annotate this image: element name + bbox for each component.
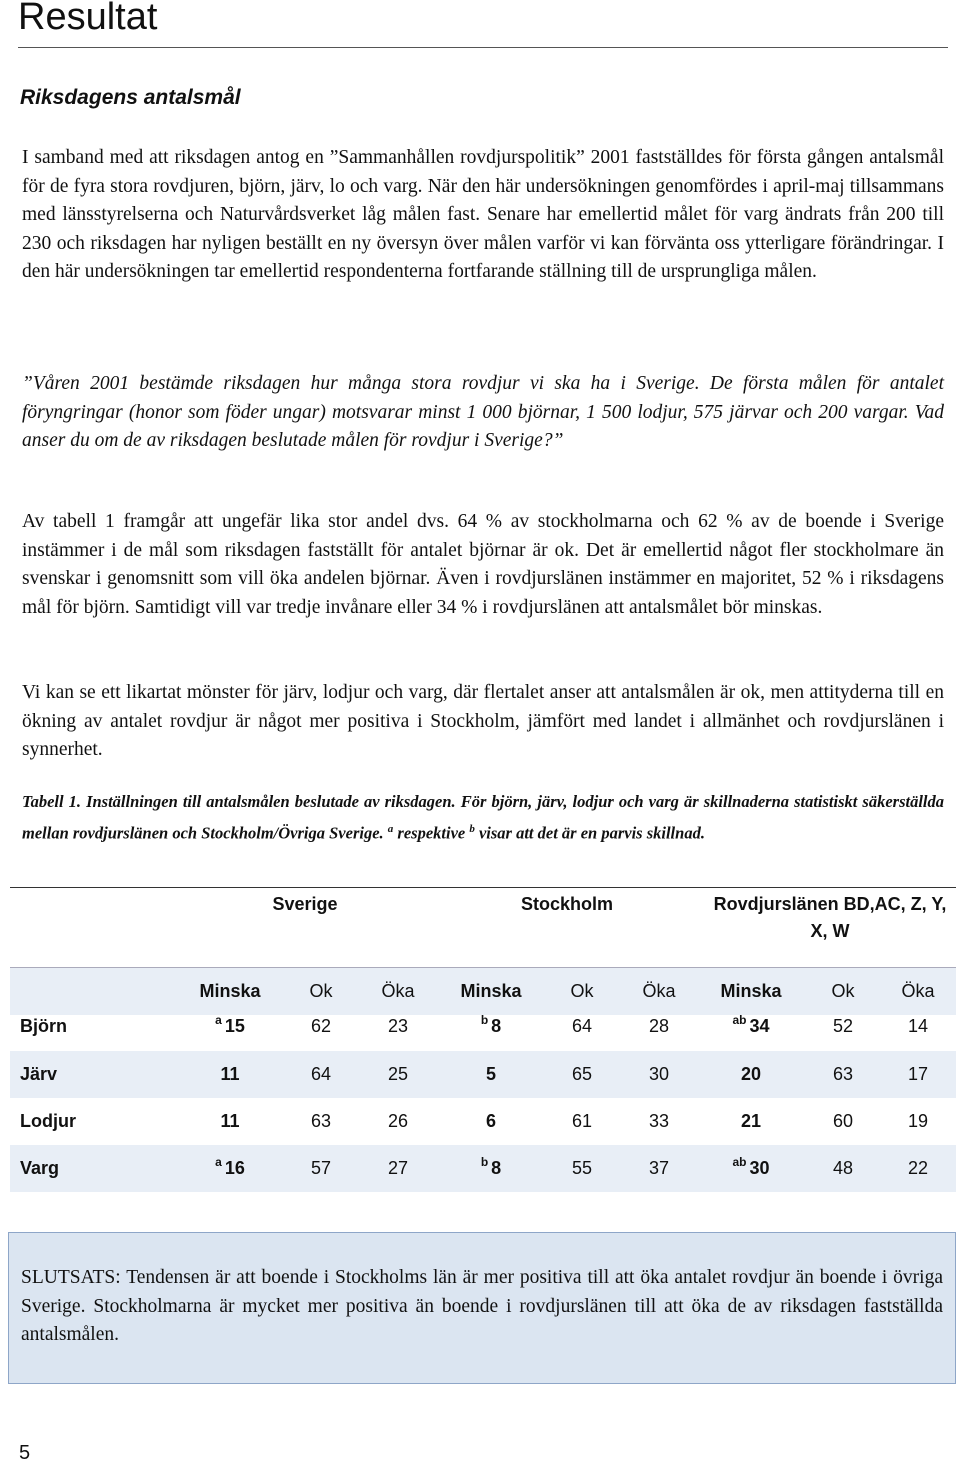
heading-divider bbox=[18, 47, 948, 48]
conclusion-text: SLUTSATS: Tendensen är att boende i Stockholms län är mer positiva till att öka antalet rovdjur än boende i övriga Sverige. Stockholmarna är mycket mer positiva än boende i rovdjurslänen till att öka de av riksdagen fastställda antalsmålen. bbox=[21, 1267, 943, 1345]
cell-value: 25 bbox=[387, 1064, 409, 1084]
cell-value: 62 bbox=[310, 1016, 332, 1036]
table-cell bbox=[711, 1145, 791, 1192]
row-label: Varg bbox=[20, 1158, 60, 1178]
cell-value: 11 bbox=[220, 1111, 240, 1131]
table-cell bbox=[451, 1051, 531, 1098]
significance-marker: a bbox=[215, 1013, 222, 1027]
table-caption bbox=[22, 788, 944, 847]
significance-marker: b bbox=[480, 1013, 489, 1027]
table-cell bbox=[878, 1003, 958, 1050]
table-cell bbox=[281, 1098, 361, 1145]
table-cell bbox=[803, 1051, 883, 1098]
subheader-cell: Ok bbox=[309, 981, 333, 1001]
section-subheading: Riksdagens antalsmål bbox=[20, 86, 241, 109]
cell-value: 57 bbox=[310, 1158, 332, 1178]
subheader-cell: Minska bbox=[460, 981, 522, 1001]
cell-value: 63 bbox=[832, 1064, 854, 1084]
table-cell bbox=[619, 1098, 699, 1145]
cell-value: 22 bbox=[907, 1158, 929, 1178]
cell-value: 21 bbox=[740, 1111, 762, 1131]
cell-value: 63 bbox=[310, 1111, 332, 1131]
cell-value: 48 bbox=[832, 1158, 854, 1178]
page-heading: Resultat bbox=[18, 0, 158, 38]
cell-value: 37 bbox=[648, 1158, 670, 1178]
cell-value: 27 bbox=[387, 1158, 409, 1178]
cell-value: 28 bbox=[648, 1016, 670, 1036]
paragraph-survey-question: ”Våren 2001 bestämde riksdagen hur många stora rovdjur vi ska ha i Sverige. De första målen för antalet föryngringar (honor som föder ungar) motsvarar minst 1 000 björnar, 1 500 lodjur, 575 järvar och 200 vargar. Vad anser du om de av riksdagen beslutade målen för rovdjur i Sverige?” bbox=[22, 373, 944, 451]
table-cell bbox=[451, 1145, 531, 1192]
table-cell bbox=[878, 1051, 958, 1098]
cell-value: 61 bbox=[571, 1111, 593, 1131]
table-cell bbox=[451, 1003, 531, 1050]
page-number: 5 bbox=[19, 1442, 31, 1464]
table-cell bbox=[358, 1145, 438, 1192]
table-cell bbox=[281, 1145, 361, 1192]
table-cell bbox=[711, 1003, 791, 1050]
caption-sup-b: b bbox=[469, 822, 475, 835]
cell-value: 23 bbox=[387, 1016, 409, 1036]
cell-value: 5 bbox=[485, 1064, 496, 1084]
cell-value: 55 bbox=[571, 1158, 593, 1178]
cell-value: 6 bbox=[485, 1111, 496, 1131]
table-cell bbox=[190, 1051, 270, 1098]
group-header-sverige: Sverige bbox=[272, 894, 338, 914]
table-cell bbox=[451, 1098, 531, 1145]
table-row bbox=[10, 1145, 956, 1192]
table-cell bbox=[878, 1098, 958, 1145]
table-row bbox=[10, 1003, 956, 1050]
cell-value: 26 bbox=[387, 1111, 409, 1131]
table-cell bbox=[542, 1003, 622, 1050]
table-cell bbox=[542, 1145, 622, 1192]
cell-value: 64 bbox=[310, 1064, 332, 1084]
significance-marker: ab bbox=[732, 1013, 747, 1027]
cell-value: 20 bbox=[740, 1064, 762, 1084]
group-header-stockholm: Stockholm bbox=[520, 894, 613, 914]
subheader-cell: Minska bbox=[199, 981, 261, 1001]
cell-value: 65 bbox=[571, 1064, 593, 1084]
cell-value: 16 bbox=[224, 1158, 245, 1178]
paragraph-pattern: Vi kan se ett likartat mönster för järv, lodjur och varg, där flertalet anser att antalsmålen är ok, men attityderna till en ökning av antalet rovdjur är något mer positiva i Stockholm, jämfört med landet i allmänhet och rovdjurslänen i synnerhet. bbox=[22, 682, 944, 760]
table-cell bbox=[190, 1098, 270, 1145]
table-cell bbox=[711, 1051, 791, 1098]
table-cell bbox=[190, 1003, 270, 1050]
significance-marker: a bbox=[215, 1155, 222, 1169]
cell-value: 52 bbox=[832, 1016, 854, 1036]
caption-sup-a: a bbox=[387, 822, 394, 835]
cell-value: 19 bbox=[907, 1111, 929, 1131]
cell-value: 64 bbox=[571, 1016, 593, 1036]
paragraph-bear-results: Av tabell 1 framgår att ungefär lika stor andel dvs. 64 % av stockholmarna och 62 % av de boende i Sverige instämmer i de mål som riksdagen fastställt för antalet björnar är ok. Det är emellertid något fler stockholmare än svenskar i genomsnitt som vill öka andelen björnar. Även i rovdjurslänen instämmer en majoritet, 52 % i riksdagens mål för björn. Samtidigt vill var tredje invånare eller 34 % i rovdjurslänen att antalsmålet bör minskas. bbox=[22, 511, 944, 618]
subheader-cell: Minska bbox=[720, 981, 782, 1001]
cell-value: 60 bbox=[832, 1111, 854, 1131]
subheader-cell: Ok bbox=[831, 981, 855, 1001]
row-label: Järv bbox=[20, 1064, 58, 1084]
cell-value: 30 bbox=[648, 1064, 670, 1084]
conclusion-box bbox=[8, 1232, 956, 1384]
table-cell bbox=[358, 1098, 438, 1145]
subheader-cell: Öka bbox=[901, 981, 935, 1001]
caption-end: visar att det är en parvis skillnad. bbox=[474, 823, 705, 842]
cell-value: 8 bbox=[491, 1016, 502, 1036]
cell-value: 34 bbox=[749, 1016, 770, 1036]
table-cell bbox=[711, 1098, 791, 1145]
subheader-cell: Öka bbox=[642, 981, 676, 1001]
cell-value: 11 bbox=[220, 1064, 240, 1084]
significance-marker: b bbox=[480, 1155, 489, 1169]
caption-mid: respektive bbox=[393, 823, 470, 842]
table-cell bbox=[619, 1003, 699, 1050]
table-cell bbox=[619, 1051, 699, 1098]
cell-value: 15 bbox=[224, 1016, 245, 1036]
table-cell bbox=[190, 1145, 270, 1192]
group-header-rovdjurslanen: Rovdjurslänen BD,AC, Z, Y, X, W bbox=[713, 894, 947, 941]
cell-value: 17 bbox=[907, 1064, 929, 1084]
table-cell bbox=[281, 1051, 361, 1098]
significance-marker: ab bbox=[732, 1155, 747, 1169]
cell-value: 8 bbox=[491, 1158, 502, 1178]
caption-main: Tabell 1. Inställningen till antalsmålen beslutade av riksdagen. För björn, järv, lodjur och varg är skillnaderna statistiskt säkerställda mellan rovdjurslänen och Stockholm/Övriga Sverige. bbox=[22, 792, 944, 842]
cell-value: 30 bbox=[749, 1158, 770, 1178]
row-label: Lodjur bbox=[20, 1111, 76, 1131]
paragraph-intro: I samband med att riksdagen antog en ”Sammanhållen rovdjurspolitik” 2001 fastställdes för första gången antalsmål för de fyra stora rovdjuren, björn, järv, lo och varg. När den här undersökningen genomfördes i april-maj tillsammans med länsstyrelserna och Naturvårdsverket låg målen fast. Senare har emellertid målet för varg ändrats från 200 till 230 och riksdagen har nyligen beställt en ny översyn över målen varför vi kan förvänta oss ytterligare förändringar. I den här undersökningen tar emellertid respondenterna fortfarande ställning till de ursprungliga målen. bbox=[22, 147, 944, 282]
table-top-rule bbox=[10, 887, 956, 888]
table-cell bbox=[803, 1003, 883, 1050]
subheader-cell: Öka bbox=[381, 981, 415, 1001]
table-row bbox=[10, 1051, 956, 1098]
table-cell bbox=[358, 1003, 438, 1050]
table-cell bbox=[281, 1003, 361, 1050]
table-cell bbox=[803, 1145, 883, 1192]
table-cell bbox=[619, 1145, 699, 1192]
row-label: Björn bbox=[20, 1016, 67, 1036]
table-cell bbox=[358, 1051, 438, 1098]
table-row bbox=[10, 1098, 956, 1145]
cell-value: 33 bbox=[648, 1111, 670, 1131]
table-cell bbox=[803, 1098, 883, 1145]
table-cell bbox=[542, 1098, 622, 1145]
subheader-cell: Ok bbox=[570, 981, 594, 1001]
cell-value: 14 bbox=[907, 1016, 929, 1036]
table-cell bbox=[542, 1051, 622, 1098]
table-cell bbox=[878, 1145, 958, 1192]
